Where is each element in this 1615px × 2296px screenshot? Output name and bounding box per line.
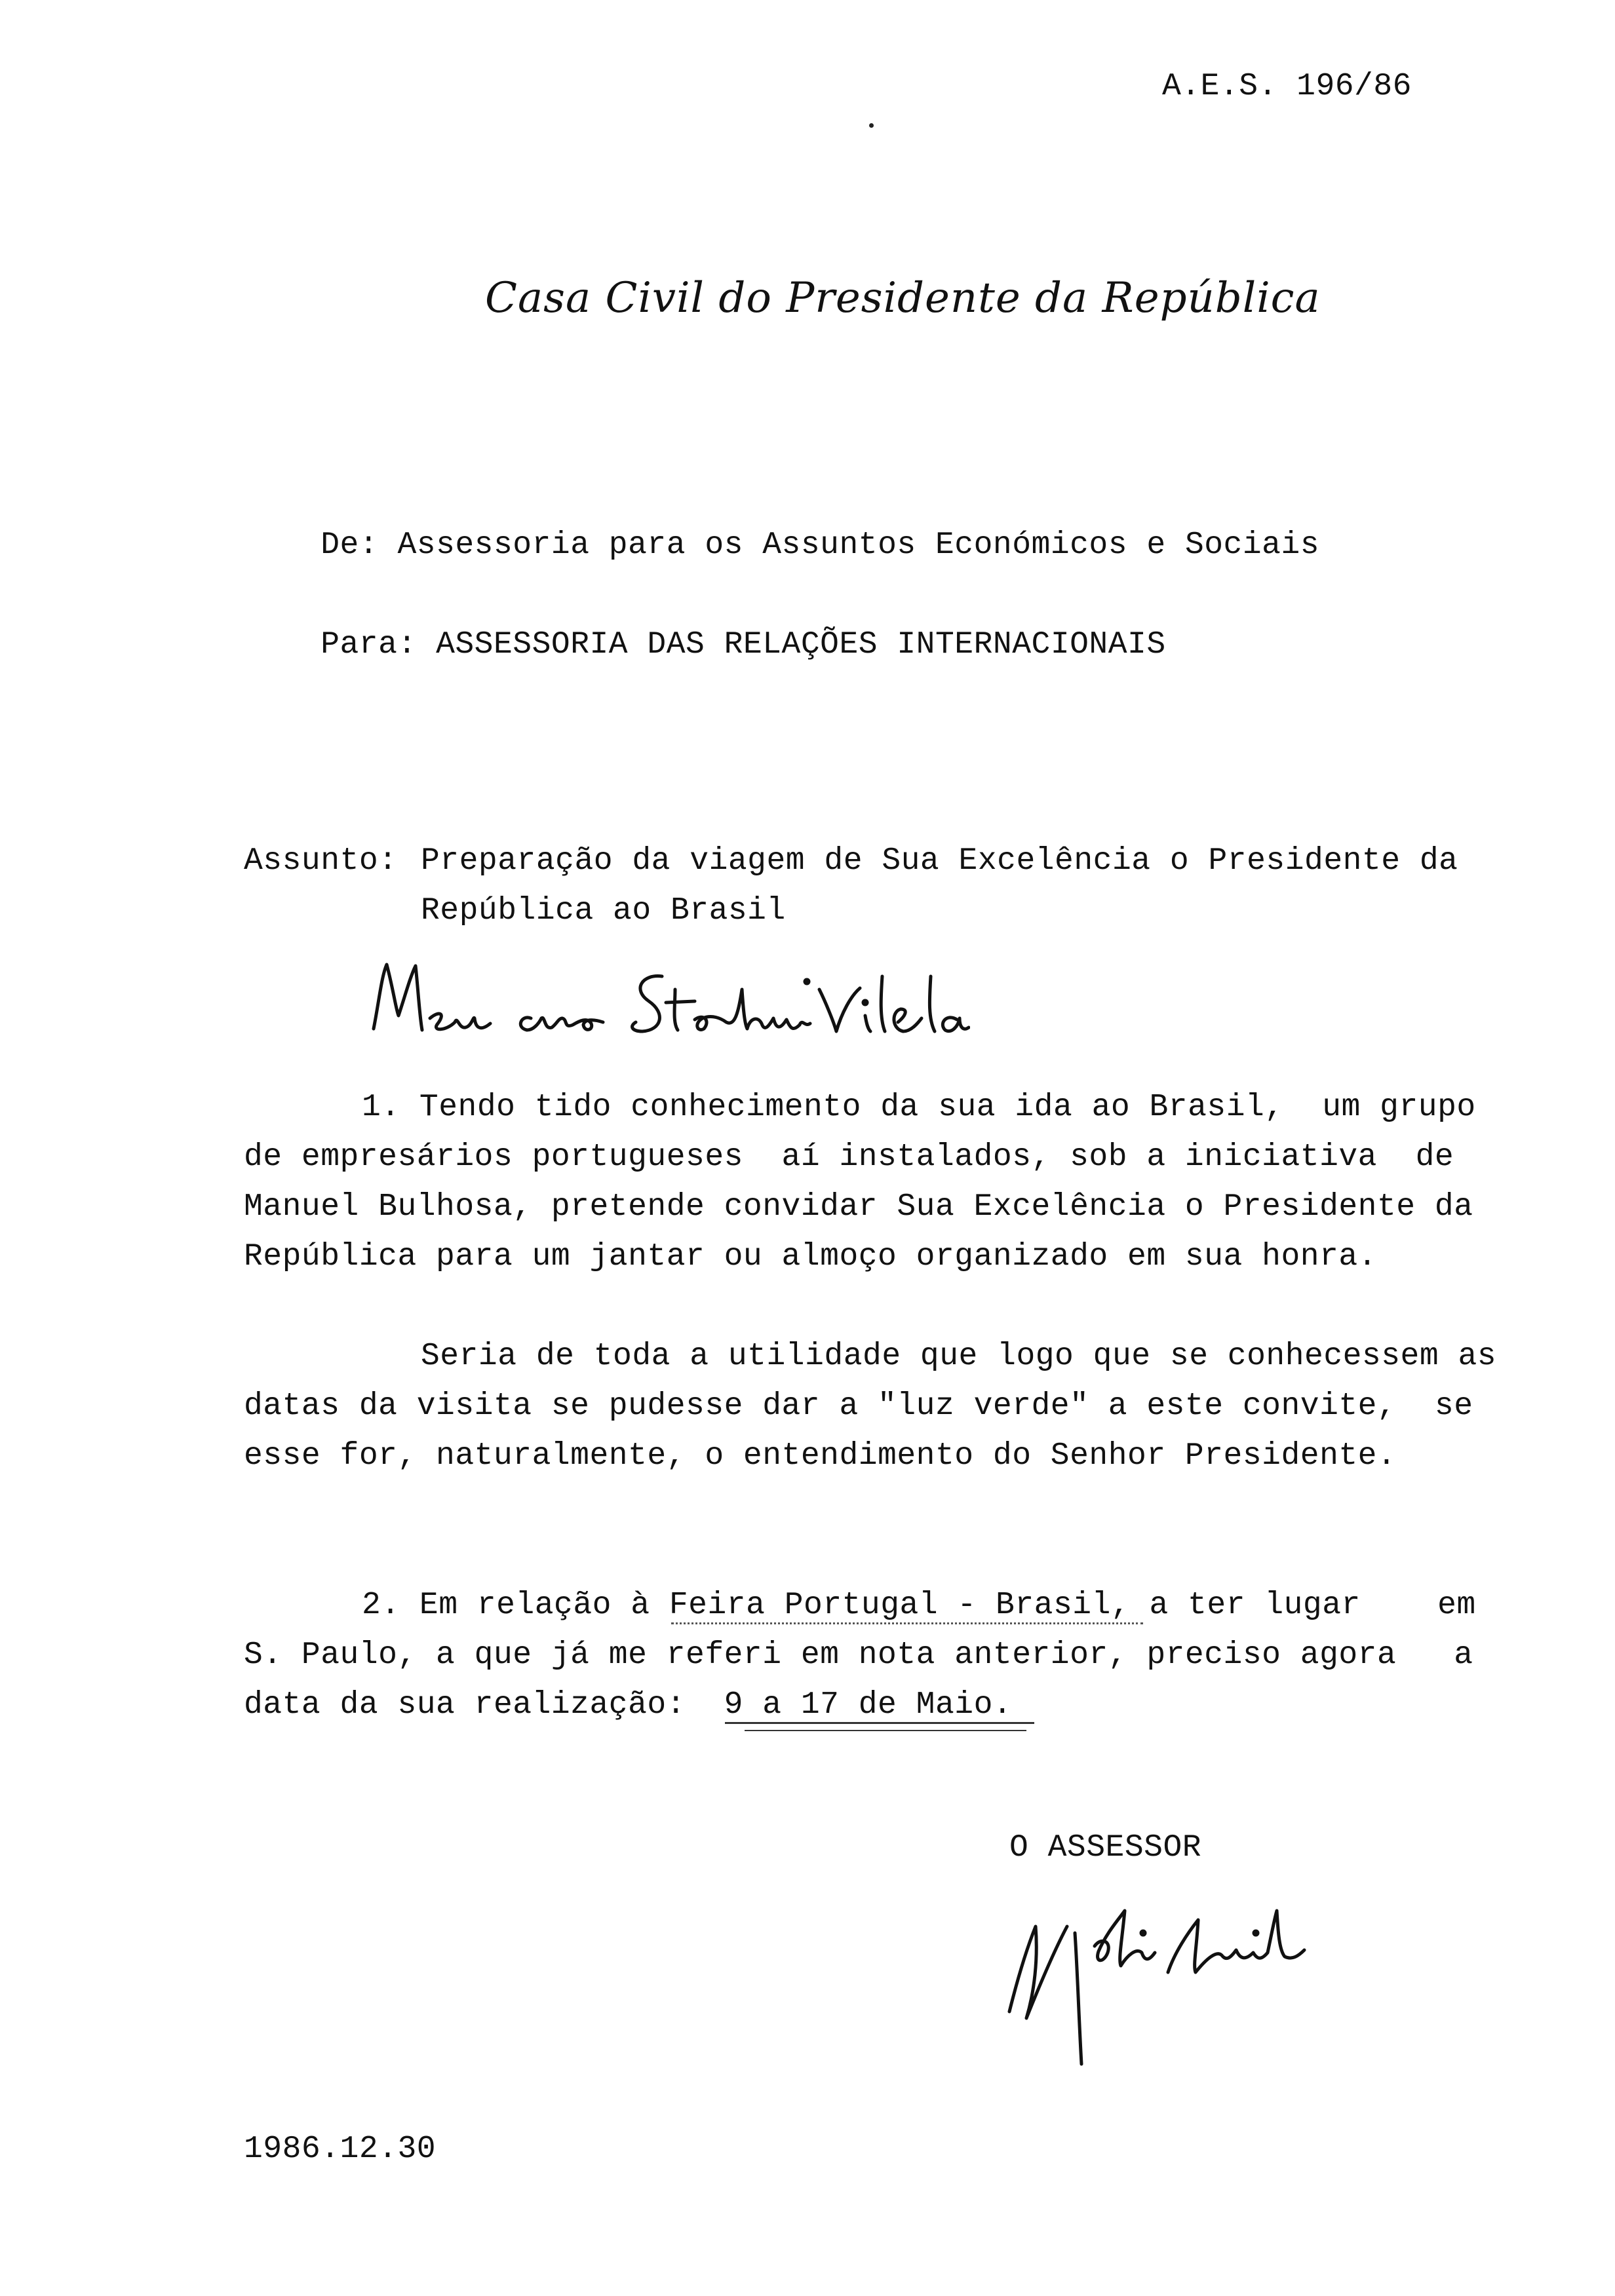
date-underline: [725, 1722, 1034, 1724]
subject-line-1: Preparação da viagem de Sua Excelência o Presidente da: [421, 843, 1458, 879]
from-line: [244, 498, 1319, 592]
letterhead-title: Casa Civil do Presidente da República: [485, 274, 1321, 322]
speck-mark: [869, 123, 874, 128]
paragraph-1-line-4: República para um jantar ou almoço organizado em sua honra.: [244, 1239, 1377, 1274]
closing-title: O ASSESSOR: [1009, 1830, 1202, 1866]
paragraph-3-line-2: S. Paulo, a que já me referi em nota anterior, preciso agora a: [244, 1637, 1473, 1673]
paragraph-1-line-2: de empresários portugueses aí instalados, sob a iniciativa de: [244, 1139, 1454, 1175]
from-value: Assessoria para os Assuntos Económicos e Sociais: [397, 527, 1320, 563]
from-label: De:: [321, 527, 379, 563]
to-label: Para:: [321, 627, 417, 662]
handwritten-dotted-underline: [671, 1622, 1143, 1624]
to-line: [244, 598, 1166, 692]
date-underline-second: [745, 1730, 1026, 1731]
paragraph-1-line-3: Manuel Bulhosa, pretende convidar Sua Excelência o Presidente da: [244, 1189, 1473, 1225]
subject-line-2: República ao Brasil: [421, 893, 786, 928]
signature: [996, 1887, 1337, 2071]
subject-label: Assunto:: [244, 843, 398, 879]
paragraph-1-line-1: 1. Tendo tido conhecimento da sua ida ao Brasil, um grupo: [362, 1090, 1476, 1125]
paragraph-2-line-3: esse for, naturalmente, o entendimento do Senhor Presidente.: [244, 1438, 1397, 1474]
paragraph-3-line-1: 2. Em relação à Feira Portugal - Brasil, a ter lugar em: [362, 1588, 1476, 1623]
to-value: ASSESSORIA DAS RELAÇÕES INTERNACIONAIS: [436, 627, 1166, 662]
document-date: 1986.12.30: [244, 2132, 437, 2167]
paragraph-2-line-1: Seria de toda a utilidade que logo que se conhecessem as: [421, 1339, 1497, 1374]
paragraph-3-line-3: data da sua realização: 9 a 17 de Maio.: [244, 1687, 1013, 1723]
reference-number: A.E.S. 196/86: [1162, 69, 1412, 104]
paragraph-2-line-2: datas da visita se pudesse dar a "luz verde" a este convite, se: [244, 1388, 1473, 1424]
handwritten-salutation: [367, 950, 970, 1048]
